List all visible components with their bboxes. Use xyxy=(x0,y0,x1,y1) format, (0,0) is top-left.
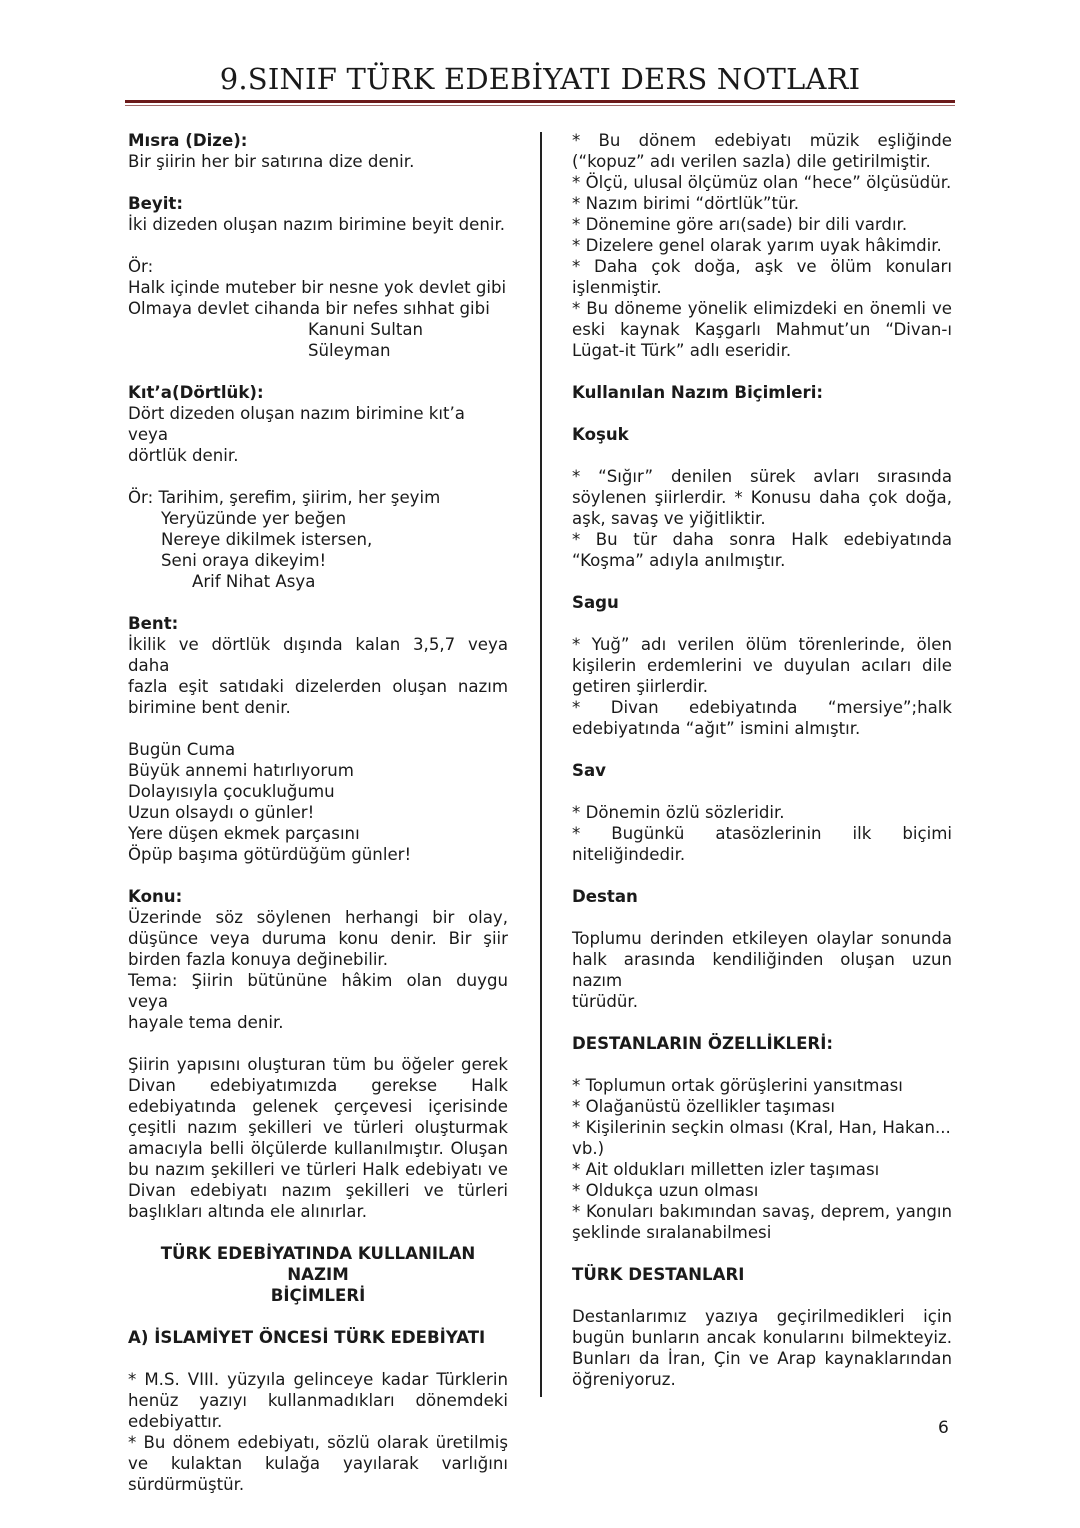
example-line: Nereye dikilmek istersen, xyxy=(161,530,373,549)
header-rule xyxy=(125,100,955,103)
kita-heading: Kıt’a(Dörtlük): xyxy=(128,383,264,402)
kita-text: Dört dizeden oluşan nazım birimine kıt’a veya xyxy=(128,404,465,444)
ozellik-text: * Ölçü, ulusal ölçümüz olan “hece” ölçüsüdür. xyxy=(572,173,952,192)
konu-heading: Konu: xyxy=(128,887,183,906)
example-line: Halk içinde muteber bir nesne yok devlet gibi xyxy=(128,278,507,297)
bent-text: birimine bent denir. xyxy=(128,698,291,717)
ozellik-text: * Daha çok doğa, aşk ve ölüm konuları xyxy=(572,257,952,276)
destan-text: Toplumu derinden etkileyen olaylar sonunda xyxy=(572,929,952,948)
ozellik-text: Lügat-it Türk” adlı eseridir. xyxy=(572,341,792,360)
destan-heading: Destan xyxy=(572,887,638,906)
turk-destan-text: öğreniyoruz. xyxy=(572,1370,676,1389)
sav-text: niteliğindedir. xyxy=(572,845,686,864)
beyit-heading: Beyit: xyxy=(128,194,183,213)
islamiyet-heading: A) İSLAMİYET ÖNCESİ TÜRK EDEBİYATI xyxy=(128,1328,486,1347)
destan-ozellik-item: * Kişilerinin seçkin olması (Kral, Han, Hakan... xyxy=(572,1118,951,1137)
sagu-text: * Divan edebiyatında “mersiye”;halk xyxy=(572,698,952,717)
destan-ozellik-item: * Ait oldukları milletten izler taşıması xyxy=(572,1160,880,1179)
islamiyet-text: ve kulaktan kulağa yayılarak varlığını xyxy=(128,1454,508,1473)
islamiyet-text: * M.S. VIII. yüzyıla gelinceye kadar Türklerin xyxy=(128,1370,508,1389)
section-title: TÜRK EDEBİYATINDA KULLANILAN NAZIM xyxy=(160,1244,476,1284)
right-column xyxy=(572,130,952,1390)
kita-text: dörtlük denir. xyxy=(128,446,239,465)
destan-ozellik-item: * Konuları bakımından savaş, deprem, yangın xyxy=(572,1202,952,1221)
tema-text: hayale tema denir. xyxy=(128,1013,284,1032)
sav-text: * Dönemin özlü sözleridir. xyxy=(572,803,785,822)
left-column xyxy=(128,130,508,1495)
misra-heading: Mısra (Dize): xyxy=(128,131,248,150)
bent-text: İkilik ve dörtlük dışında kalan 3,5,7 veya daha xyxy=(128,635,508,675)
page-number: 6 xyxy=(938,1418,949,1438)
poem-line: Uzun olsaydı o günler! xyxy=(128,803,315,822)
section-title: BİÇİMLERİ xyxy=(270,1286,366,1305)
turk-destan-text: Destanlarımız yazıya geçirilmedikleri için xyxy=(572,1307,952,1326)
yapi-text: Şiirin yapısını oluşturan tüm bu öğeler gerek xyxy=(128,1055,508,1074)
example-line: Yeryüzünde yer beğen xyxy=(161,509,347,528)
ozellik-text: işlenmiştir. xyxy=(572,278,662,297)
turk-destan-text: Bunları da İran, Çin ve Arap kaynaklarından xyxy=(572,1349,952,1368)
konu-text: Üzerinde söz söylenen herhangi bir olay, xyxy=(128,908,508,927)
destan-ozellik-item: vb.) xyxy=(572,1139,605,1158)
sav-heading: Sav xyxy=(572,761,606,780)
destan-text: türüdür. xyxy=(572,992,638,1011)
islamiyet-text: edebiyattır. xyxy=(128,1412,223,1431)
sagu-text: edebiyatında “ağıt” ismini almıştır. xyxy=(572,719,861,738)
destan-text: halk arasında kendiliğinden oluşan uzun nazım xyxy=(572,950,952,990)
example-author: Arif Nihat Asya xyxy=(192,572,316,591)
destan-ozellik-item: * Oldukça uzun olması xyxy=(572,1181,759,1200)
destan-ozellik-heading: DESTANLARIN ÖZELLİKLERİ: xyxy=(572,1034,834,1053)
destan-ozellik-item: * Toplumun ortak görüşlerini yansıtması xyxy=(572,1076,903,1095)
tema-text: Tema: Şiirin bütününe hâkim olan duygu veya xyxy=(128,971,508,1011)
sagu-text: getiren şiirlerdir. xyxy=(572,677,709,696)
example-line: Ör: Tarihim, şerefim, şiirim, her şeyim xyxy=(128,488,441,507)
ozellik-text: * Nazım birimi “dörtlük”tür. xyxy=(572,194,800,213)
yapi-text: Divan edebiyatımızda gerekse Halk xyxy=(128,1076,508,1095)
ozellik-text: * Bu dönem edebiyatı müzik eşliğinde xyxy=(572,131,952,150)
islamiyet-text: henüz yazıyı kullanmadıkları dönemdeki xyxy=(128,1391,508,1410)
ozellik-text: * Dizelere genel olarak yarım uyak hâkimdir. xyxy=(572,236,942,255)
kosuk-text: * “Sığır” denilen sürek avları sırasında xyxy=(572,467,952,486)
kosuk-text: söylenen şiirlerdir. * Konusu daha çok doğa, xyxy=(572,488,952,507)
ozellik-text: (“kopuz” adı verilen sazla) dile getirilmiştir. xyxy=(572,152,931,171)
destan-ozellik-item: şeklinde sıralanabilmesi xyxy=(572,1223,772,1242)
yapi-text: amacıyla belli ölçülerde kullanılmıştır. Oluşan xyxy=(128,1139,508,1158)
sagu-text: * Yuğ” adı verilen ölüm törenlerinde, ölen xyxy=(572,635,952,654)
konu-text: düşünce veya duruma konu denir. Bir şiir xyxy=(128,929,508,948)
poem-line: Öpüp başıma götürdüğüm günler! xyxy=(128,845,412,864)
kosuk-text: * Bu tür daha sonra Halk edebiyatında xyxy=(572,530,952,549)
example-author: Kanuni Sultan Süleyman xyxy=(308,320,424,360)
column-divider xyxy=(540,132,542,1397)
page-header-title: 9.SINIF TÜRK EDEBİYATI DERS NOTLARI xyxy=(219,62,861,96)
turk-destan-heading: TÜRK DESTANLARI xyxy=(572,1265,745,1284)
konu-text: birden fazla konuya değinebilir. xyxy=(128,950,388,969)
kullanilan-heading: Kullanılan Nazım Biçimleri: xyxy=(572,383,824,402)
sagu-text: kişilerin erdemlerini ve duyulan acıları dile xyxy=(572,656,952,675)
example-label: Ör: xyxy=(128,257,154,276)
example-line: Seni oraya dikeyim! xyxy=(161,551,327,570)
yapi-text: Divan edebiyatı nazım şekilleri ve türleri xyxy=(128,1181,508,1200)
bent-text: fazla eşit satıdaki dizelerden oluşan nazım xyxy=(128,677,508,696)
misra-text: Bir şiirin her bir satırına dize denir. xyxy=(128,152,415,171)
yapi-text: çeşitli nazım şekilleri ve türleri oluşturmak xyxy=(128,1118,508,1137)
ozellik-text: * Dönemine göre arı(sade) bir dili vardır. xyxy=(572,215,908,234)
sagu-heading: Sagu xyxy=(572,593,619,612)
kosuk-text: aşk, savaş ve yiğitliktir. xyxy=(572,509,766,528)
example-line: Olmaya devlet cihanda bir nefes sıhhat gibi xyxy=(128,299,490,318)
turk-destan-text: bugün bunların ancak konularını bilmekteyiz. xyxy=(572,1328,952,1347)
yapi-text: bu nazım şekilleri ve türleri Halk edebiyatı ve xyxy=(128,1160,508,1179)
sav-text: * Bugünkü atasözlerinin ilk biçimi xyxy=(572,824,952,843)
yapi-text: edebiyatında gelenek çerçevesi içerisinde xyxy=(128,1097,508,1116)
ozellik-text: eski kaynak Kaşgarlı Mahmut’un “Divan-ı xyxy=(572,320,952,339)
kosuk-text: “Koşma” adıyla anılmıştır. xyxy=(572,551,786,570)
poem-line: Bugün Cuma xyxy=(128,740,236,759)
beyit-text: İki dizeden oluşan nazım birimine beyit denir. xyxy=(128,215,506,234)
ozellik-text: * Bu döneme yönelik elimizdeki en önemli ve xyxy=(572,299,952,318)
kosuk-heading: Koşuk xyxy=(572,425,629,444)
bent-heading: Bent: xyxy=(128,614,179,633)
yapi-text: başlıkları altında ele alınırlar. xyxy=(128,1202,368,1221)
poem-line: Büyük annemi hatırlıyorum xyxy=(128,761,354,780)
poem-line: Yere düşen ekmek parçasını xyxy=(128,824,360,843)
islamiyet-text: * Bu dönem edebiyatı, sözlü olarak üretilmiş xyxy=(128,1433,508,1452)
header-rule-thin xyxy=(125,105,955,106)
islamiyet-text: sürdürmüştür. xyxy=(128,1475,245,1494)
poem-line: Dolayısıyla çocukluğumu xyxy=(128,782,335,801)
destan-ozellik-item: * Olağanüstü özellikler taşıması xyxy=(572,1097,836,1116)
